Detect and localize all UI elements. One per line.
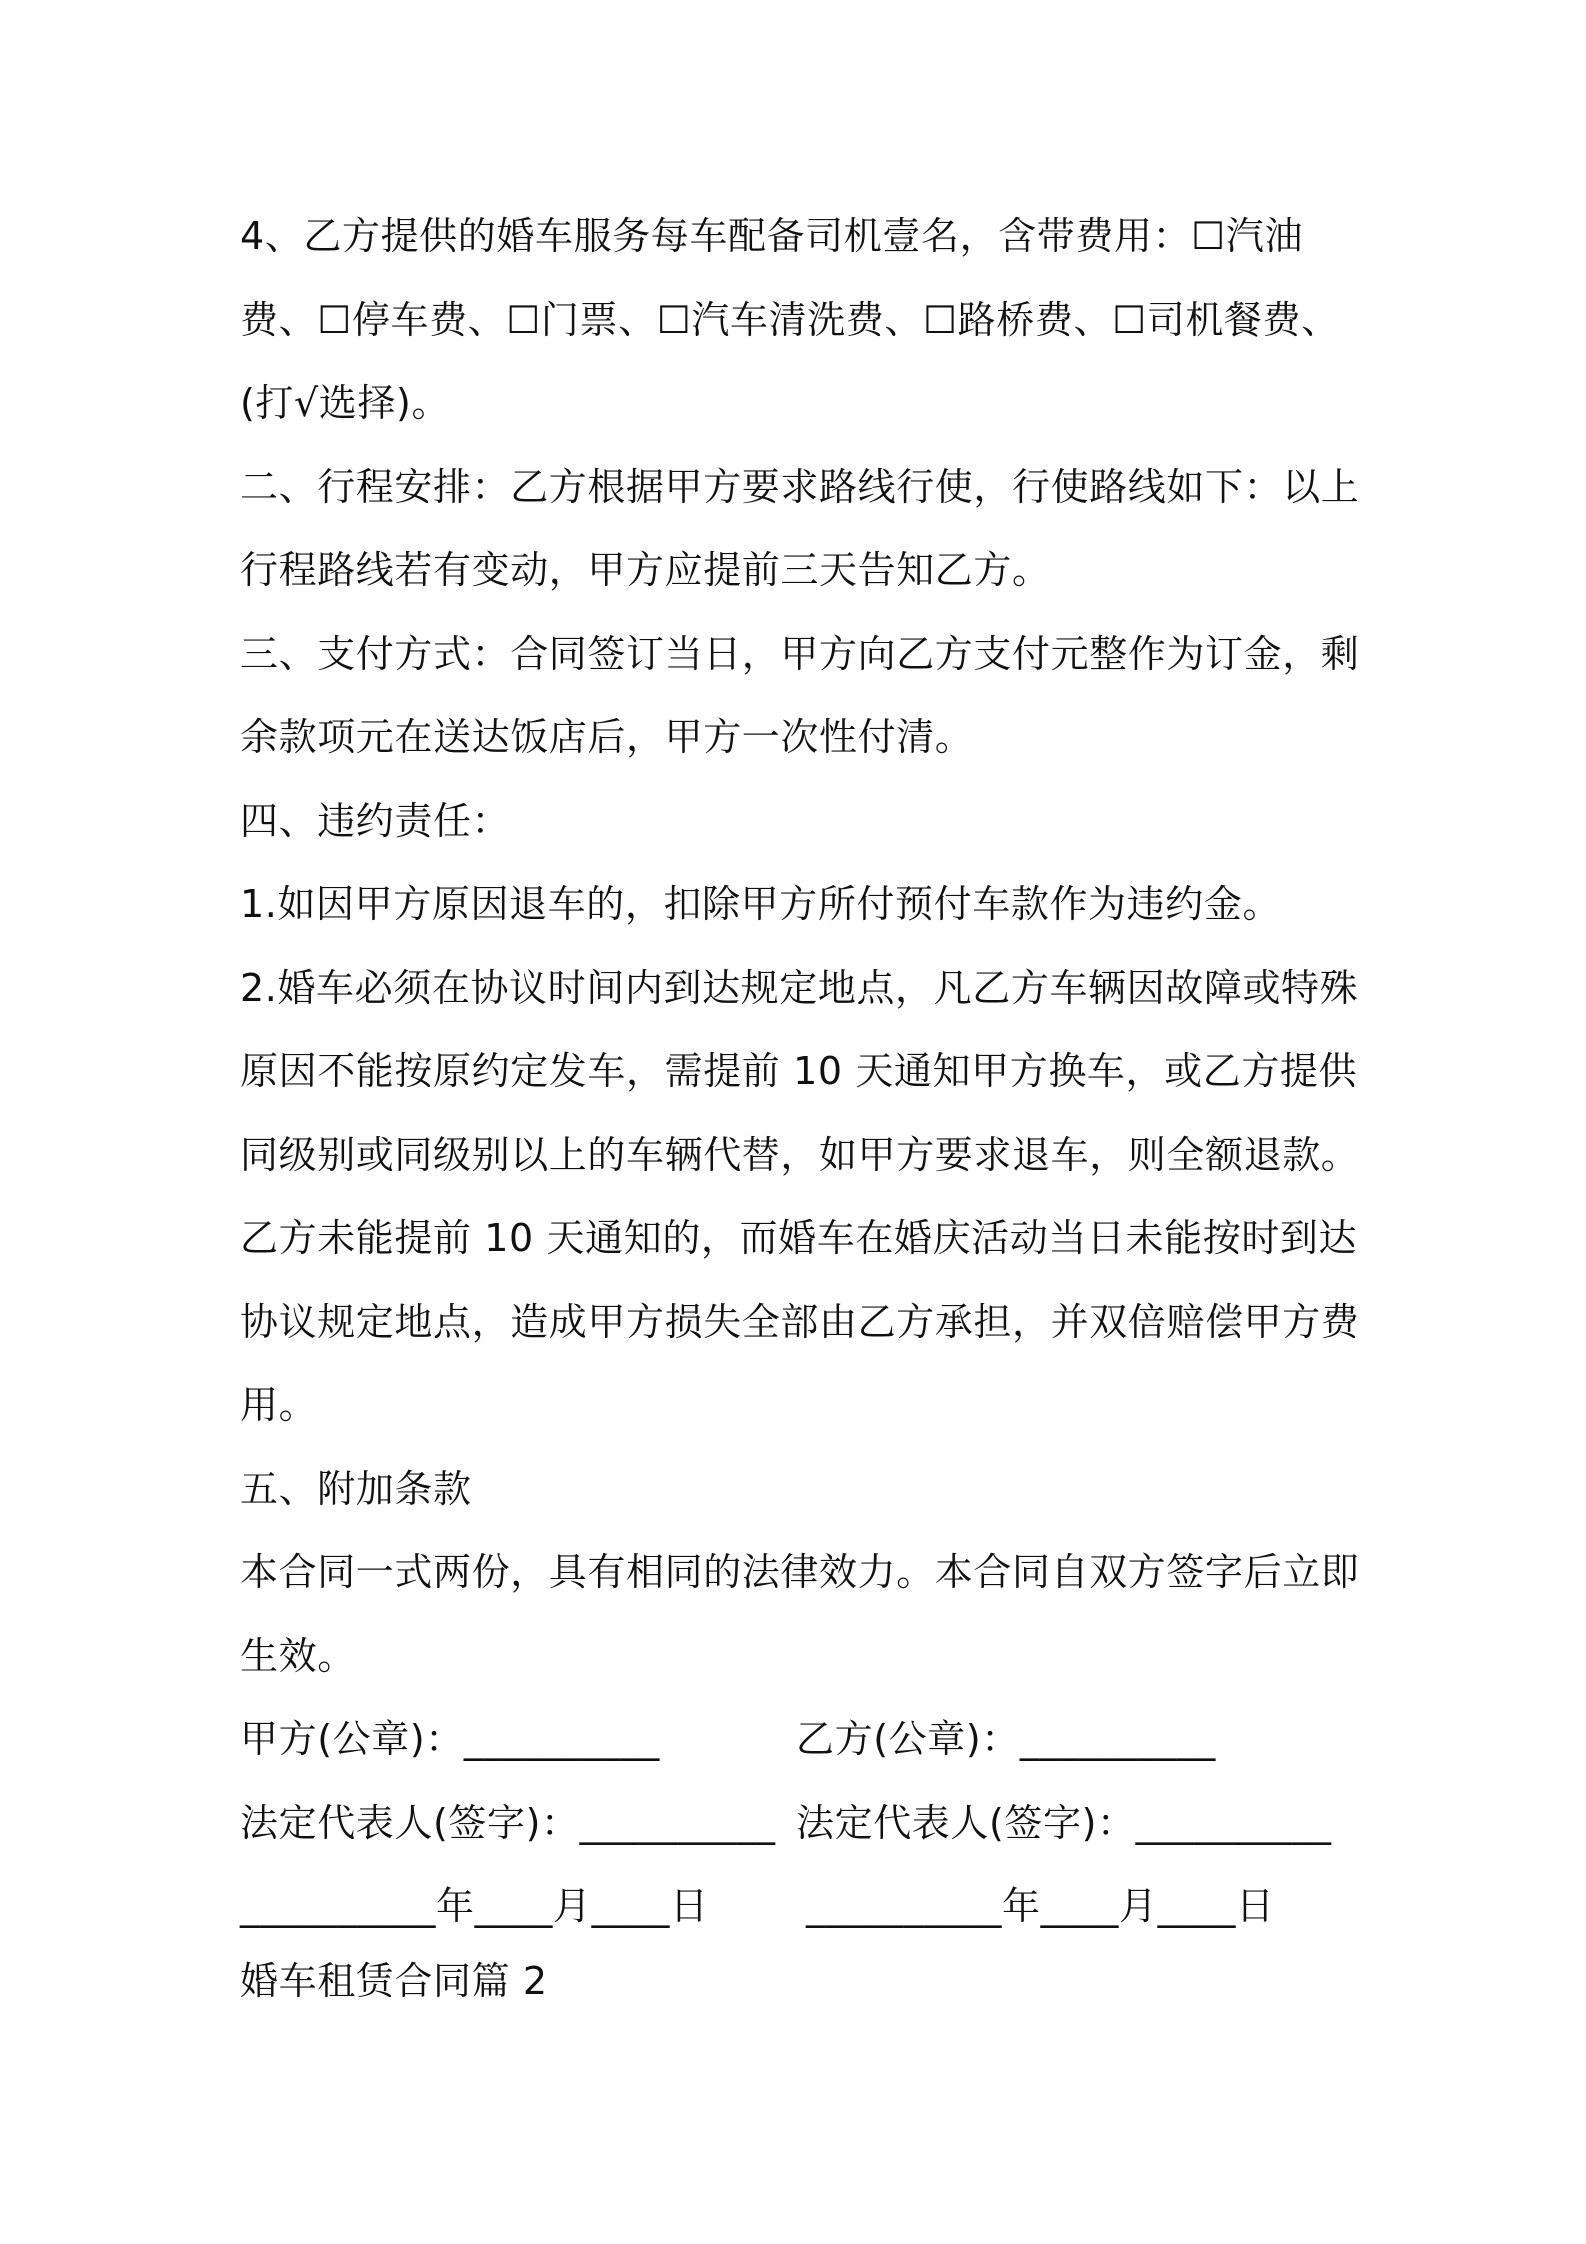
clause-breach-2: 2.婚车必须在协议时间内到达规定地点，凡乙方车辆因故障或特殊原因不能按原约定发车，需提前 10 天通知甲方换车，或乙方提供同级别或同级别以上的车辆代替，如甲方要求退车，则全额退款。乙方未能提前 10 天通知的，而婚车在婚庆活动当日未能按时到达协议规定地点，造成甲方损失全部由乙方承担，并双倍赔偿甲方费用。 <box>240 965 1360 1427</box>
party-a-representative: 法定代表人(签字)：__________ <box>240 1800 776 1845</box>
clause-breach-1: 1.如因甲方原因退车的，扣除甲方所付预付车款作为违约金。 <box>240 882 1282 926</box>
next-section-title: 婚车租赁合同篇 2 <box>240 1959 548 2003</box>
signature-date-row <box>240 1865 1360 1949</box>
clause-breach-heading: 四、违约责任： <box>240 798 511 843</box>
clause-itinerary: 二、行程安排：乙方根据甲方要求路线行使，行使路线如下：以上行程路线若有变动，甲方应提前三天告知乙方。 <box>240 464 1360 592</box>
clause-payment: 三、支付方式：合同签订当日，甲方向乙方支付元整作为订金，剩余款项元在送达饭店后，甲方一次性付清。 <box>240 631 1360 759</box>
clause-additional-heading: 五、附加条款 <box>240 1466 472 1511</box>
clause-4-services: 4、乙方提供的婚车服务每车配备司机壹名，含带费用：☐汽油费、☐停车费、☐门票、☐汽车清洗费、☐路桥费、☐司机餐费、(打√选择)。 <box>240 214 1340 425</box>
party-a-date: __________年____月____日 <box>240 1884 709 1928</box>
party-a-seal: 甲方(公章)：__________ <box>240 1717 660 1761</box>
party-b-seal: 乙方(公章)：__________ <box>796 1717 1216 1761</box>
clause-additional-text: 本合同一式两份，具有相同的法律效力。本合同自双方签字后立即生效。 <box>240 1550 1360 1678</box>
party-b-representative: 法定代表人(签字)：__________ <box>796 1800 1332 1845</box>
signature-seal-row <box>240 1698 1360 1782</box>
signature-rep-row <box>240 1782 1360 1866</box>
document-body <box>240 195 1360 1949</box>
party-b-date: __________年____月____日 <box>806 1884 1275 1928</box>
